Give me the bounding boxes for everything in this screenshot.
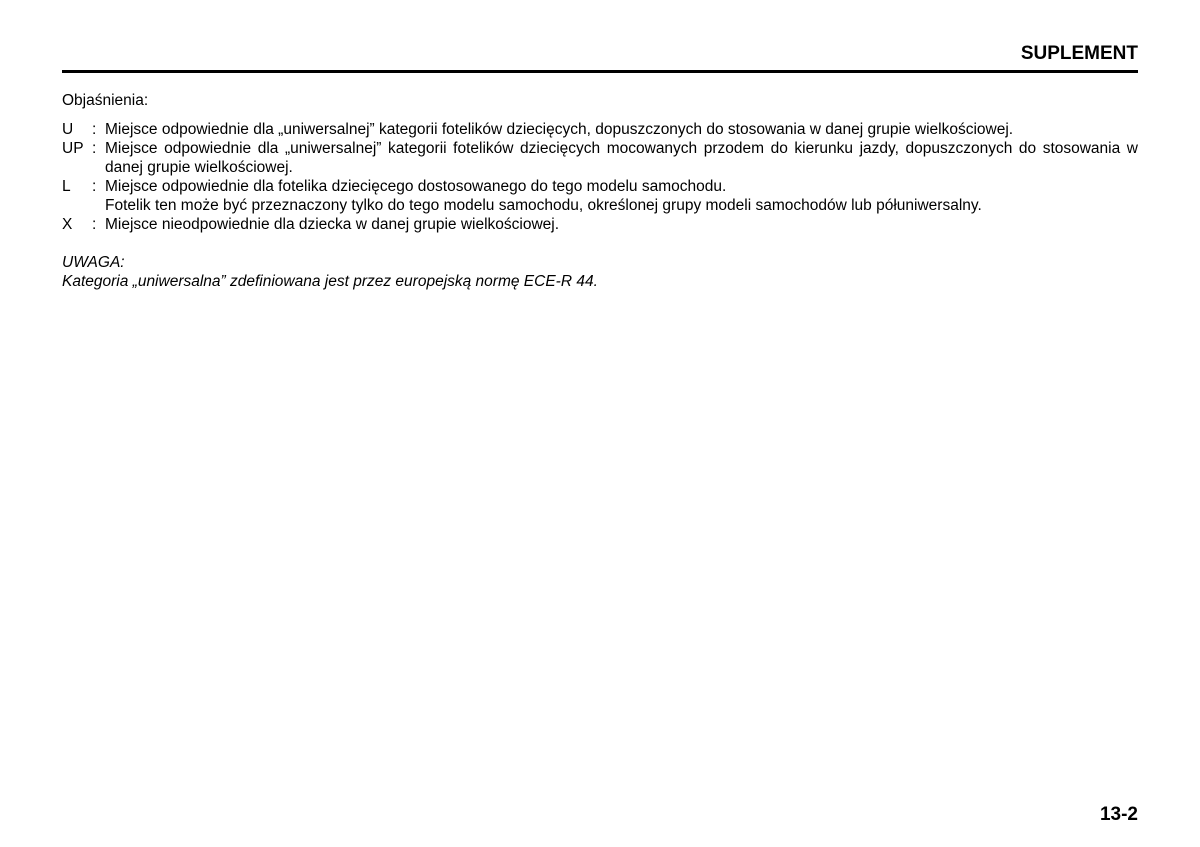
note-label: UWAGA: bbox=[62, 254, 125, 271]
page-number: 13-2 bbox=[1099, 804, 1138, 825]
legend-separator: : bbox=[92, 121, 97, 138]
legend-description-line: Miejsce odpowiednie dla fotelika dziecięcego dostosowanego do tego modelu samochodu. bbox=[105, 178, 727, 195]
legend-description bbox=[105, 120, 1138, 139]
legend-separator: : bbox=[92, 178, 97, 195]
header-divider bbox=[62, 70, 1138, 73]
legend-description-line: Fotelik ten może być przeznaczony tylko do tego modelu samochodu, określonej grupy modeli samochodów lub półuniwersalny. bbox=[105, 197, 982, 214]
legend-item-l bbox=[62, 177, 1138, 215]
legend-description-line: Miejsce nieodpowiednie dla dziecka w danej grupie wielkościowej. bbox=[105, 216, 560, 233]
legend-description-line: Miejsce odpowiednie dla „uniwersalnej” kategorii fotelików dziecięcych, dopuszczonych do stosowania w danej grupie wielkościowej. bbox=[105, 121, 1014, 138]
legend-description bbox=[105, 215, 1138, 234]
legend-description bbox=[105, 177, 1138, 215]
section-title: SUPLEMENT bbox=[1020, 43, 1138, 64]
page-content bbox=[62, 91, 1138, 291]
note-block bbox=[62, 253, 1138, 291]
legend-list bbox=[62, 120, 1138, 234]
legend-separator: : bbox=[92, 216, 97, 233]
legend-code: L bbox=[62, 178, 71, 195]
legend-code: X bbox=[62, 216, 73, 233]
legend-item-up bbox=[62, 139, 1138, 177]
legend-separator: : bbox=[92, 140, 97, 157]
note-text: Kategoria „uniwersalna” zdefiniowana jest przez europejską normę ECE-R 44. bbox=[62, 273, 598, 290]
legend-code: U bbox=[62, 121, 74, 138]
legend-description-line: Miejsce odpowiednie dla „uniwersalnej” kategorii fotelików dziecięcych mocowanych przodem do kierunku jazdy, dopuszczonych do stosowania w danej grupie wielkościowej. bbox=[105, 140, 1138, 176]
legend-item-u bbox=[62, 120, 1138, 139]
legend-code: UP bbox=[62, 140, 84, 157]
legend-description bbox=[105, 139, 1138, 177]
legend-item-x bbox=[62, 215, 1138, 234]
legend-intro: Objaśnienia: bbox=[62, 92, 149, 109]
